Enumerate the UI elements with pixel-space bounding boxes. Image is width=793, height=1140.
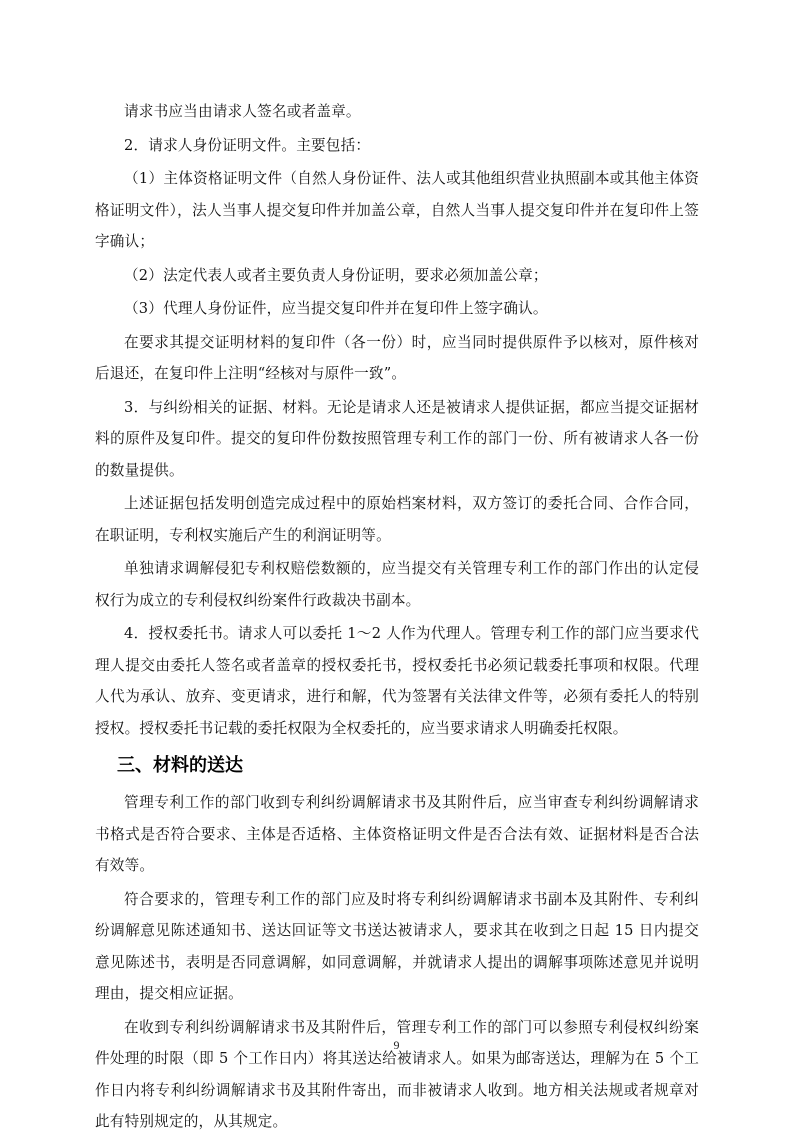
- paragraph: 在收到专利纠纷调解请求书及其附件后，管理专利工作的部门可以参照专利侵权纠纷案件处理的时限（即 5 个工作日内）将其送达给被请求人。如果为邮寄送达，理解为在 5 个工作日内将专利纠纷调解请求书及其附件寄出，而非被请求人收到。地方相关法规或者规章对此有特别规定的，从其规定。: [95, 1018, 699, 1130]
- paragraph: （3）代理人身份证件，应当提交复印件并在复印件上签字确认。: [124, 300, 548, 317]
- document-body: [95, 96, 699, 1140]
- page-number: 9: [393, 1038, 400, 1052]
- section-heading: 三、材料的送达: [117, 755, 243, 776]
- paragraph: 3．与纠纷相关的证据、材料。无论是请求人还是被请求人提供证据，都应当提交证据材料的原件及复印件。提交的复印件份数按照管理专利工作的部门一份、所有被请求人各一份的数量提供。: [95, 398, 699, 479]
- paragraph: 管理专利工作的部门收到专利纠纷调解请求书及其附件后，应当审查专利纠纷调解请求书格式是否符合要求、主体是否适格、主体资格证明文件是否合法有效、证据材料是否合法有效等。: [95, 794, 699, 874]
- paragraph: 在要求其提交证明材料的复印件（各一份）时，应当同时提供原件予以核对，原件核对后退还，在复印件上注明“经核对与原件一致”。: [95, 333, 699, 382]
- paragraph: 上述证据包括发明创造完成过程中的原始档案材料，双方签订的委托合同、合作合同，在职证明，专利权实施后产生的利润证明等。: [95, 495, 699, 544]
- paragraph: 4．授权委托书。请求人可以委托 1～2 人作为代理人。管理专利工作的部门应当要求代理人提交由委托人签名或者盖章的授权委托书，授权委托书必须记载委托事项和权限。代理人代为承认、放弃、变更请求，进行和解，代为签署有关法律文件等，必须有委托人的特别授权。授权委托书记载的委托权限为全权委托的，应当要求请求人明确委托权限。: [95, 625, 699, 737]
- paragraph: （2）法定代表人或者主要负责人身份证明，要求必须加盖公章；: [124, 266, 548, 284]
- paragraph: （1）主体资格证明文件（自然人身份证件、法人或其他组织营业执照副本或其他主体资格证明文件），法人当事人提交复印件并加盖公章，自然人当事人提交复印件并在复印件上签字确认；: [95, 170, 699, 250]
- paragraph: 单独请求调解侵犯专利权赔偿数额的，应当提交有关管理专利工作的部门作出的认定侵权行为成立的专利侵权纠纷案件行政裁决书副本。: [95, 560, 699, 609]
- paragraph: 2．请求人身份证明文件。主要包括：: [124, 136, 371, 154]
- paragraph: 符合要求的，管理专利工作的部门应及时将专利纠纷调解请求书副本及其附件、专利纠纷调解意见陈述通知书、送达回证等文书送达被请求人，要求其在收到之日起 15 日内提交意见陈述书，表明是否同意调解，如同意调解，并就请求人提出的调解事项陈述意见并说明理由，提交相应证据。: [95, 890, 699, 1002]
- paragraph: 请求书应当由请求人签名或者盖章。: [124, 103, 361, 120]
